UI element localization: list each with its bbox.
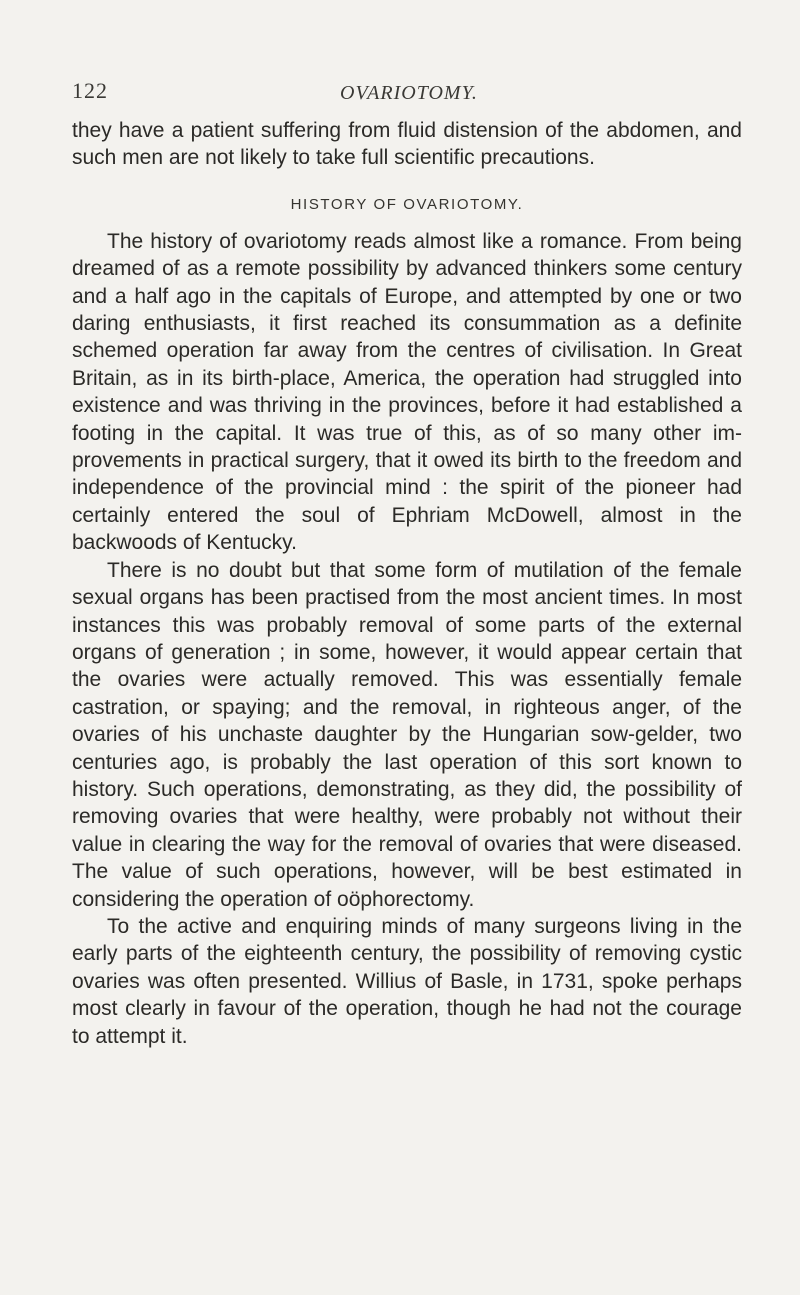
paragraph-romance: The history of ovariotomy reads almost like a romance. From being dreamed of as a remote possibility by advanced thinkers some century and a half ago in the capitals of Europe, and attempted by one or two daring enthusiasts, it first reached its consummation as a definite schemed operation far away from the centres of civilisation. In Great Britain, as in its birth-place, America, the operation had struggled into existence and was thriving in the provinces, before it had established a footing in the capital. It was true of this, as of so many other im-provements in practical surgery, that it owed its birth to the freedom and independence of the provincial mind : the spirit of the pioneer had certainly entered the soul of Ephriam McDowell, almost in the backwoods of Kentucky. <box>72 229 742 555</box>
page-number: 122 <box>72 78 108 103</box>
paragraph-mutilation: There is no doubt but that some form of mutilation of the female sexual organs has been practised from the most ancient times. In most instances this was probably removal of some parts of the external organs of generation ; in some, however, it would appear certain that the ovaries were actually removed. This was essentially female castration, or spaying; and the removal, in righteous anger, of the ovaries of his unchaste daughter by the Hungarian sow-gelder, two centuries ago, is probably the last operation of this sort known to history. Such operations, demonstrating, as they did, the possibility of removing ovaries that were healthy, were probably not without their value in clearing the way for the removal of ovaries that were diseased. The value of such operations, however, will be best estimated in considering the operation of oöphorectomy. <box>72 558 742 911</box>
continuation-paragraph: they have a patient suffering from fluid distension of the abdomen, and such men are not likely to take full scientific precautions. <box>72 119 742 170</box>
section-heading: HISTORY OF OVARIOTOMY. <box>290 195 524 213</box>
running-head <box>72 78 742 108</box>
running-title: OVARIOTOMY. <box>340 82 478 104</box>
body-text <box>72 117 742 1050</box>
paragraph-willius: To the active and enquiring minds of many surgeons living in the early parts of the eighteenth century, the possibility of removing cystic ovaries was often presented. Willius of Basle, in 1731, spoke perhaps most clearly in favour of the operation, though he had not the courage to attempt it. <box>72 914 742 1048</box>
